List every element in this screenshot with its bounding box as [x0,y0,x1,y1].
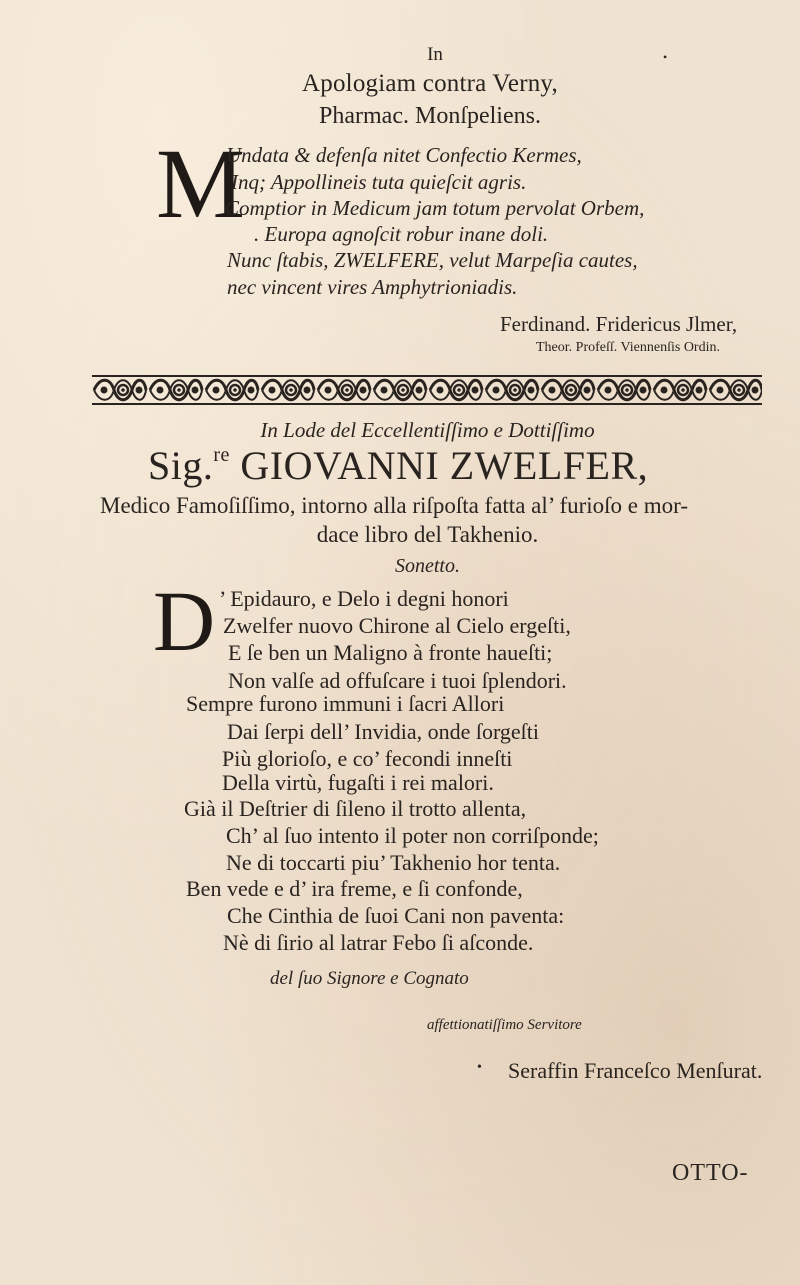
honorific-superscript: re [213,444,230,466]
latin-line-5: Nunc ſtabis, ZWELFERE, velut Marpeſia cautes, [227,248,638,272]
latin-line-2: Inq; Appollineis tuta quieſcit agris. [231,170,527,194]
poem-title-line-2: Pharmac. Monſpeliens. [319,103,541,129]
description-line-1: Medico Famoſiſſimo, intorno alla riſpoſta fatta al’ furioſo e mor- [100,493,689,518]
sonnet-line-12: Ben vede e d’ ira freme, e ſi confonde, [186,876,523,901]
sonnet-line-14: Nè di ſirio al latrar Febo ſi aſconde. [223,930,534,955]
author-title-1: Theor. Profeſſ. Viennenſis Ordin. [536,340,720,355]
ornamental-border [92,373,762,407]
poem-title-line-1: Apologiam contra Verny, [302,70,558,97]
description-line-2: dace libro del Takhenio. [316,522,539,547]
author-signature-2: Seraffin Franceſco Menſurat. [508,1058,763,1083]
running-head: In [427,44,443,65]
dedication-relation: del ſuo Signore e Cognato [270,968,469,989]
dropcap-m: M [156,128,245,239]
form-heading: Sonetto. [395,555,460,577]
sonnet-line-13: Che Cinthia de ſuoi Cani non paventa: [227,903,565,928]
latin-line-3: Comptior in Medicum jam totum pervolat Orbem, [225,196,645,220]
printer-mark: • [663,50,668,64]
sonnet-line-5: Sempre furono immuni i ſacri Allori [186,691,505,716]
sonnet-line-2: Zwelfer nuovo Chirone al Cielo ergeſti, [223,613,571,638]
latin-line-4: . Europa agnoſcit robur inane doli. [254,222,549,246]
valediction: affettionatiſſimo Servitore [427,1017,582,1033]
latin-line-6: nec vincent vires Amphytrioniadis. [227,275,518,299]
dedicatee: GIOVANNI ZWELFER, [240,443,649,488]
sonnet-line-9: Già il Deſtrier di ſileno il trotto allenta, [184,796,527,821]
author-signature-1: Ferdinand. Fridericus Jlmer, [500,312,738,336]
sonnet-line-11: Ne di toccarti piu’ Takhenio hor tenta. [226,850,561,875]
sonnet-line-6: Dai ſerpi dell’ Invidia, onde ſorgeſti [227,719,539,744]
sonnet-line-4: Non valſe ad offuſcare i tuoi ſplendori. [228,668,567,693]
italian-heading: In Lode del Eccellentiſſimo e Dottiſſimo [260,418,595,442]
sonnet-line-10: Ch’ al ſuo intento il poter non corriſponde; [226,823,599,848]
bullet-mark: • [477,1060,482,1075]
sonnet-line-3: E ſe ben un Maligno à fronte haueſti; [228,640,553,665]
latin-line-1: Undata & defenſa nitet Confectio Kermes, [226,143,582,167]
sonnet-line-7: Più glorioſo, e co’ fecondi inneſti [222,746,513,771]
dedicatee-name [148,442,648,489]
honorific: Sig. [148,443,214,488]
catchword: OTTO- [672,1160,749,1186]
sonnet-line-8: Della virtù, fugaſti i rei malori. [222,770,494,795]
sonnet-line-1: ’ Epidauro, e Delo i degni honori [219,586,509,611]
dropcap-d: D [153,573,216,669]
